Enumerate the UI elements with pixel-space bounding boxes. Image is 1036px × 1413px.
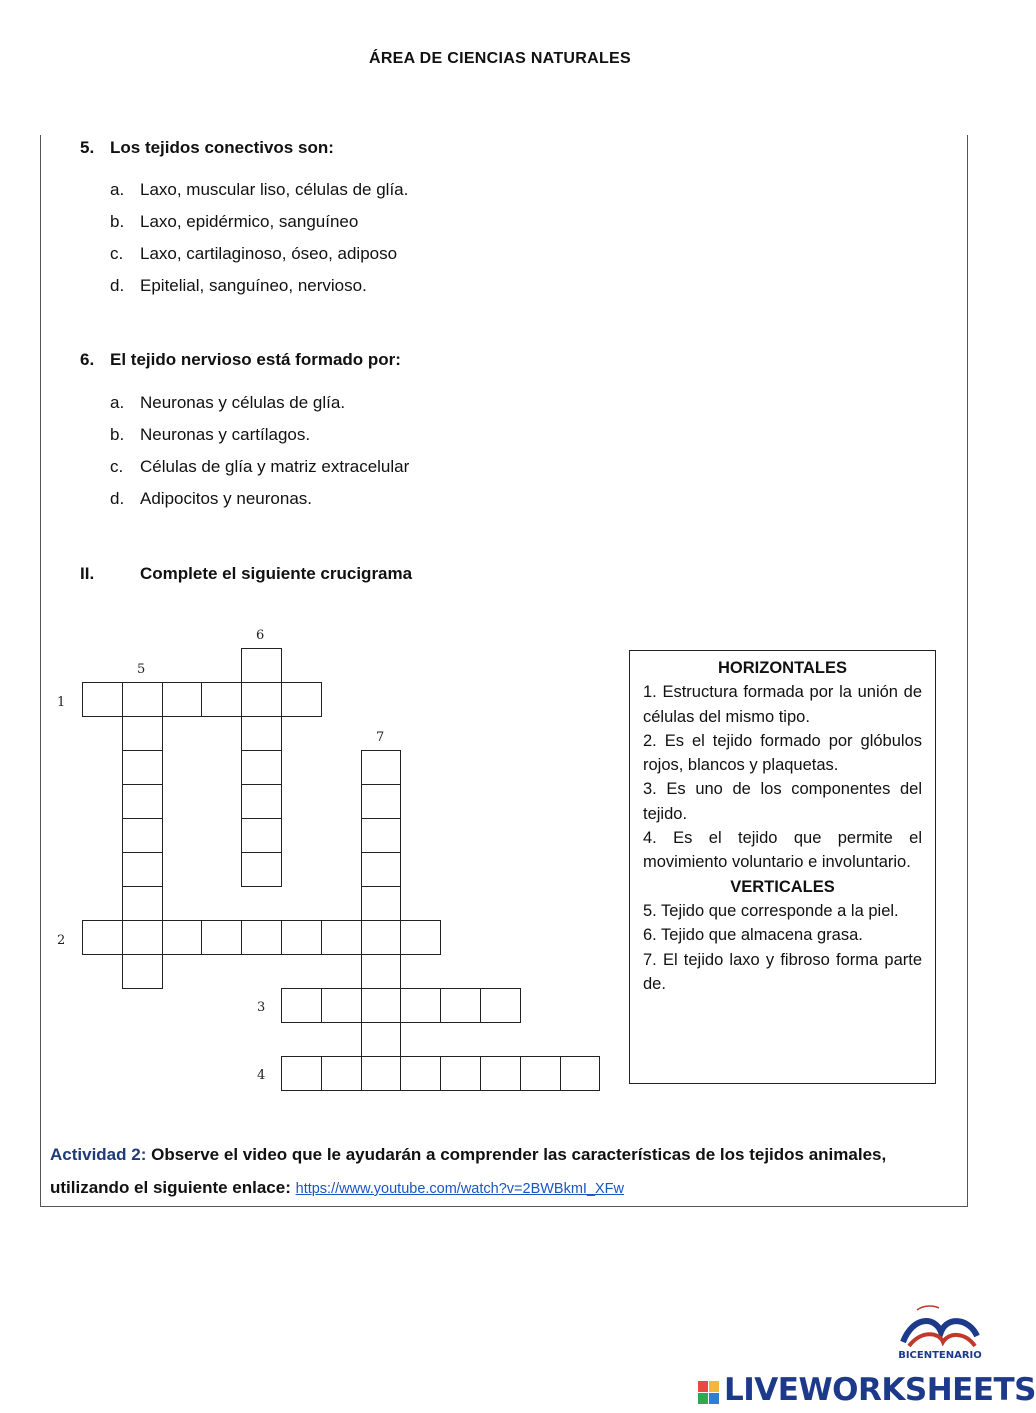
crossword-cell[interactable] bbox=[361, 920, 402, 955]
crossword-cell[interactable] bbox=[82, 682, 123, 717]
clue-number-2: 2 bbox=[57, 933, 66, 948]
clue-number-4: 4 bbox=[257, 1068, 266, 1083]
crossword-cell[interactable] bbox=[122, 886, 163, 921]
crossword-cell[interactable] bbox=[321, 920, 362, 955]
crossword-cell[interactable] bbox=[560, 1056, 601, 1091]
vertical-heading: VERTICALES bbox=[730, 877, 835, 896]
crossword-cell[interactable] bbox=[241, 682, 282, 717]
crossword-cell[interactable] bbox=[321, 988, 362, 1023]
crossword-cell[interactable] bbox=[281, 920, 322, 955]
clue-number-3: 3 bbox=[257, 1000, 266, 1015]
option-text[interactable]: Células de glía y matriz extracelular bbox=[140, 457, 410, 476]
crossword-cell[interactable] bbox=[122, 716, 163, 751]
crossword-cell[interactable] bbox=[122, 954, 163, 989]
clue-horizontal-1: 1. Estructura formada por la unión de células del mismo tipo. bbox=[643, 683, 922, 726]
badge-text: BICENTENARIO bbox=[898, 1350, 982, 1361]
crossword-cell[interactable] bbox=[201, 682, 242, 717]
option-letter: c. bbox=[110, 457, 124, 476]
activity-text: Observe el video que le ayudarán a comprender las características de los tejidos animales, utilizando el siguiente enlace: bbox=[50, 1145, 887, 1197]
bicentenario-logo bbox=[895, 1302, 985, 1364]
page-title: ÁREA DE CIENCIAS NATURALES bbox=[368, 50, 632, 67]
crossword-cell[interactable] bbox=[440, 988, 481, 1023]
section-title: Complete el siguiente crucigrama bbox=[140, 564, 413, 583]
clue-vertical-7: 7. El tejido laxo y fibroso forma parte de. bbox=[643, 950, 922, 993]
crossword-cell[interactable] bbox=[400, 988, 441, 1023]
crossword-cell[interactable] bbox=[281, 988, 322, 1023]
crossword-cell[interactable] bbox=[82, 920, 123, 955]
crossword-cell[interactable] bbox=[122, 682, 163, 717]
crossword-cell[interactable] bbox=[361, 1056, 402, 1091]
activity-paragraph bbox=[50, 1138, 965, 1206]
liveworksheets-logo-icon bbox=[698, 1381, 720, 1405]
crossword-cell[interactable] bbox=[241, 648, 282, 683]
crossword-cell[interactable] bbox=[122, 852, 163, 887]
crossword-cell[interactable] bbox=[162, 682, 203, 717]
question-text: Los tejidos conectivos son: bbox=[110, 138, 334, 157]
clue-number-5: 5 bbox=[137, 662, 146, 677]
crossword-cell[interactable] bbox=[241, 920, 282, 955]
option-text[interactable]: Neuronas y células de glía. bbox=[140, 393, 346, 412]
crossword-cell[interactable] bbox=[281, 682, 322, 717]
crossword-cell[interactable] bbox=[122, 920, 163, 955]
crossword-cell[interactable] bbox=[520, 1056, 561, 1091]
crossword-cell[interactable] bbox=[440, 1056, 481, 1091]
option-text[interactable]: Adipocitos y neuronas. bbox=[140, 489, 312, 508]
clue-vertical-5: 5. Tejido que corresponde a la piel. bbox=[643, 901, 899, 920]
crossword-cell[interactable] bbox=[361, 954, 402, 989]
clue-number-6: 6 bbox=[256, 628, 265, 643]
crossword-cell[interactable] bbox=[400, 1056, 441, 1091]
horizontal-heading: HORIZONTALES bbox=[718, 659, 847, 677]
crossword-cell[interactable] bbox=[241, 852, 282, 887]
activity-label: Actividad 2: bbox=[50, 1145, 147, 1164]
logo-script-icon bbox=[917, 1306, 939, 1310]
option-letter: b. bbox=[110, 425, 125, 444]
crossword-cell[interactable] bbox=[122, 818, 163, 853]
crossword-cell[interactable] bbox=[361, 988, 402, 1023]
crossword-cell[interactable] bbox=[162, 920, 203, 955]
crossword-cell[interactable] bbox=[361, 886, 402, 921]
clue-horizontal-4: 4. Es el tejido que permite el movimiento voluntario e involuntario. bbox=[643, 829, 922, 872]
clues-box bbox=[629, 650, 936, 1084]
crossword-cell[interactable] bbox=[122, 750, 163, 785]
crossword-cell[interactable] bbox=[361, 852, 402, 887]
option-text[interactable]: Laxo, muscular liso, células de glía. bbox=[140, 180, 409, 199]
crossword-cell[interactable] bbox=[122, 784, 163, 819]
crossword-cell[interactable] bbox=[480, 1056, 521, 1091]
crossword-cell[interactable] bbox=[361, 1022, 402, 1057]
clue-horizontal-3: 3. Es uno de los componentes del tejido. bbox=[643, 780, 922, 823]
question-text: El tejido nervioso está formado por: bbox=[110, 350, 401, 369]
option-letter: b. bbox=[110, 212, 125, 231]
option-letter: d. bbox=[110, 489, 125, 508]
clue-number-1: 1 bbox=[57, 695, 66, 710]
option-letter: a. bbox=[110, 180, 125, 199]
crossword-cell[interactable] bbox=[241, 784, 282, 819]
option-text[interactable]: Laxo, epidérmico, sanguíneo bbox=[140, 212, 359, 231]
question-number: 5. bbox=[80, 138, 95, 157]
crossword-cell[interactable] bbox=[241, 818, 282, 853]
video-link[interactable]: https://www.youtube.com/watch?v=2BWBkmI_XFw bbox=[295, 1181, 625, 1197]
crossword-cell[interactable] bbox=[241, 750, 282, 785]
option-letter: d. bbox=[110, 276, 125, 295]
clue-vertical-6: 6. Tejido que almacena grasa. bbox=[643, 926, 863, 945]
option-letter: a. bbox=[110, 393, 125, 412]
question-number: 6. bbox=[80, 350, 95, 369]
crossword-cell[interactable] bbox=[241, 716, 282, 751]
clue-number-7: 7 bbox=[376, 730, 385, 745]
crossword-cell[interactable] bbox=[201, 920, 242, 955]
crossword-cell[interactable] bbox=[400, 920, 441, 955]
liveworksheets-wordmark: LIVEWORKSHEETS bbox=[724, 1372, 1036, 1408]
option-letter: c. bbox=[110, 244, 124, 263]
section-number: II. bbox=[80, 564, 95, 583]
option-text[interactable]: Laxo, cartilaginoso, óseo, adiposo bbox=[140, 244, 398, 263]
crossword-cell[interactable] bbox=[321, 1056, 362, 1091]
option-text[interactable]: Epitelial, sanguíneo, nervioso. bbox=[140, 276, 367, 295]
clue-horizontal-2: 2. Es el tejido formado por glóbulos rojos, blancos y plaquetas. bbox=[643, 731, 922, 775]
crossword-cell[interactable] bbox=[361, 784, 402, 819]
crossword-cell[interactable] bbox=[281, 1056, 322, 1091]
crossword-cell[interactable] bbox=[361, 750, 402, 785]
option-text[interactable]: Neuronas y cartílagos. bbox=[140, 425, 311, 444]
crossword-cell[interactable] bbox=[480, 988, 521, 1023]
crossword-cell[interactable] bbox=[361, 818, 402, 853]
